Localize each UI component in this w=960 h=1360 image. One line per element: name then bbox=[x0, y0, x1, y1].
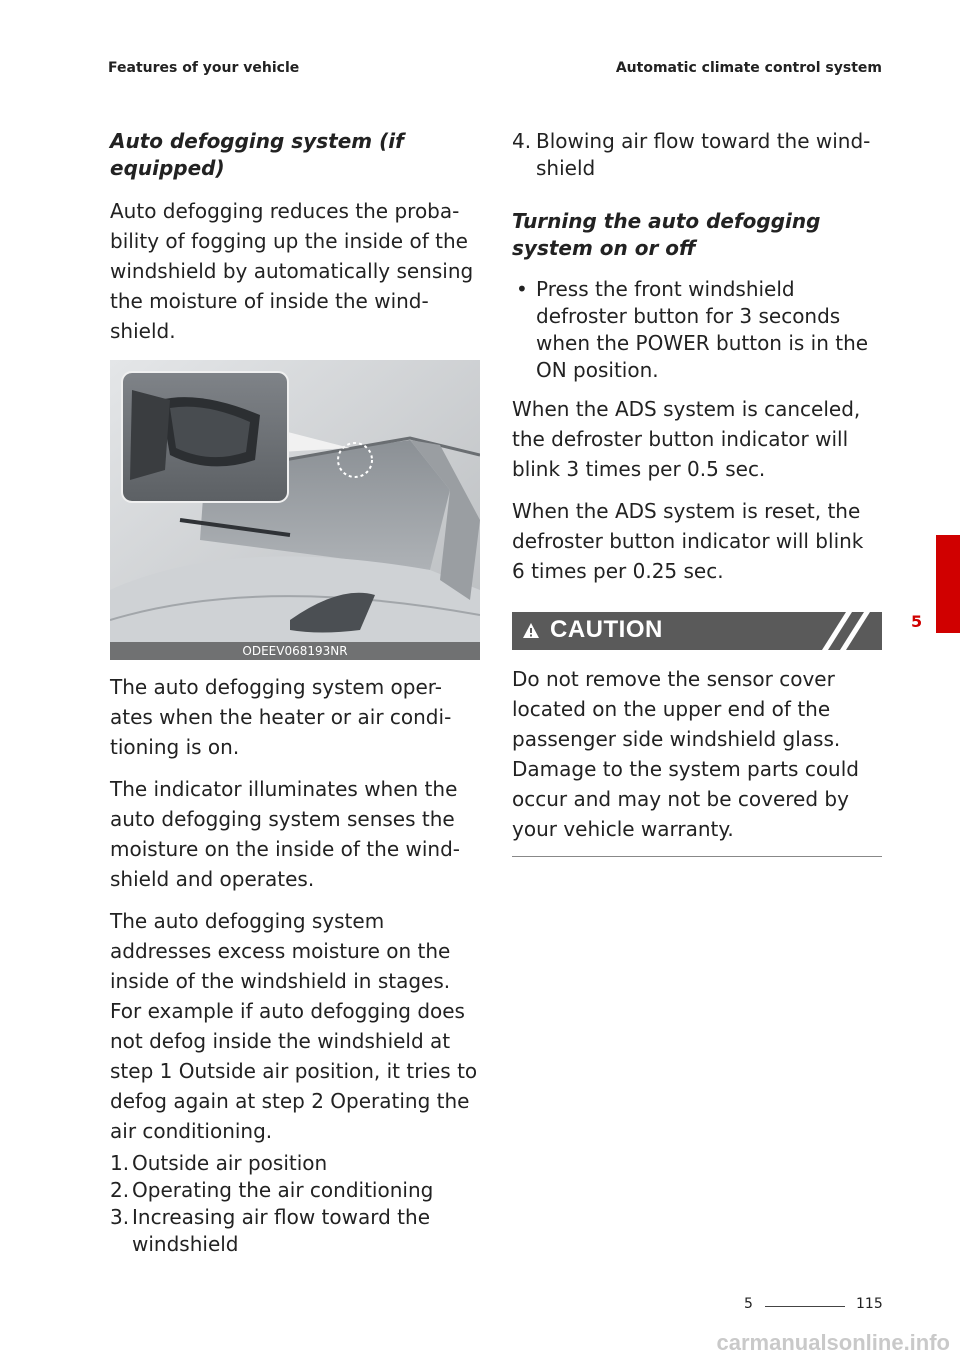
list-item bbox=[110, 1177, 480, 1204]
step-text: Outside air position bbox=[132, 1151, 328, 1175]
paragraph-operation: The auto defogging system oper-ates when the heater or air condi-tioning is on. bbox=[110, 675, 452, 759]
caution-divider bbox=[512, 856, 882, 857]
footer-divider bbox=[765, 1306, 845, 1307]
chapter-number: 5 bbox=[911, 612, 923, 631]
paragraph-stages: The auto defogging system addresses excess moisture on the inside of the windshield in stages. For example if auto defogging does not defog inside the windshield at step 1 Outside air position, it tries to defog again at step 2 Operating the air conditioning. bbox=[110, 909, 478, 1143]
subsection-title: Turning the auto defogging system on or off bbox=[512, 209, 821, 260]
list-item bbox=[512, 276, 882, 384]
intro-paragraph: Auto defogging reduces the proba-bility of fogging up the inside of the windshield by automatically sensing the moisture of inside the wind-shield. bbox=[110, 199, 474, 343]
list-item bbox=[110, 1150, 480, 1177]
header-section-title: Features of your vehicle bbox=[108, 60, 300, 76]
paragraph-reset: When the ADS system is reset, the defroster button indicator will blink 6 times per 0.25 sec. bbox=[512, 499, 864, 583]
step-text: Blowing air flow toward the wind-shield bbox=[536, 129, 871, 180]
windshield-sensor-figure bbox=[110, 360, 480, 660]
figure-code: ODEEV068193NR bbox=[110, 642, 480, 660]
page-number: 115 bbox=[856, 1296, 883, 1312]
footer-chapter: 5 bbox=[744, 1296, 753, 1312]
caution-label: CAUTION bbox=[550, 616, 663, 643]
step-number: 4. bbox=[512, 129, 532, 153]
left-column bbox=[110, 128, 480, 1258]
list-item bbox=[512, 128, 882, 182]
bullet-icon: • bbox=[516, 277, 528, 301]
paragraph-indicator: The indicator illuminates when the auto defogging system senses the moisture on the inside of the wind-shield and operates. bbox=[110, 777, 460, 891]
caution-stripes-icon bbox=[812, 612, 882, 650]
warning-triangle-icon bbox=[522, 622, 540, 639]
step-number: 1. bbox=[110, 1151, 130, 1175]
section-title: Auto defogging system (if equipped) bbox=[110, 129, 404, 180]
bullet-list bbox=[512, 276, 882, 384]
step-text: Increasing air flow toward the windshield bbox=[132, 1205, 430, 1256]
right-column bbox=[512, 128, 882, 857]
step-text: Operating the air conditioning bbox=[132, 1178, 434, 1202]
windshield-illustration bbox=[110, 360, 480, 660]
watermark: carmanualsonline.info bbox=[716, 1330, 950, 1355]
bullet-text: Press the front windshield defroster button for 3 seconds when the POWER button is in the ON position. bbox=[536, 277, 869, 382]
paragraph-canceled: When the ADS system is canceled, the defroster button indicator will blink 3 times per 0.5 sec. bbox=[512, 397, 861, 481]
header-chapter-title: Automatic climate control system bbox=[615, 60, 882, 76]
list-item bbox=[110, 1204, 480, 1258]
caution-banner bbox=[512, 612, 882, 650]
steps-list bbox=[110, 1150, 480, 1258]
steps-list-continued bbox=[512, 128, 882, 182]
step-number: 3. bbox=[110, 1205, 130, 1229]
chapter-tab bbox=[936, 535, 960, 633]
caution-text: Do not remove the sensor cover located on the upper end of the passenger side windshield glass. Damage to the system parts could occur and may not be covered by your vehicle warranty. bbox=[512, 667, 859, 841]
step-number: 2. bbox=[110, 1178, 130, 1202]
